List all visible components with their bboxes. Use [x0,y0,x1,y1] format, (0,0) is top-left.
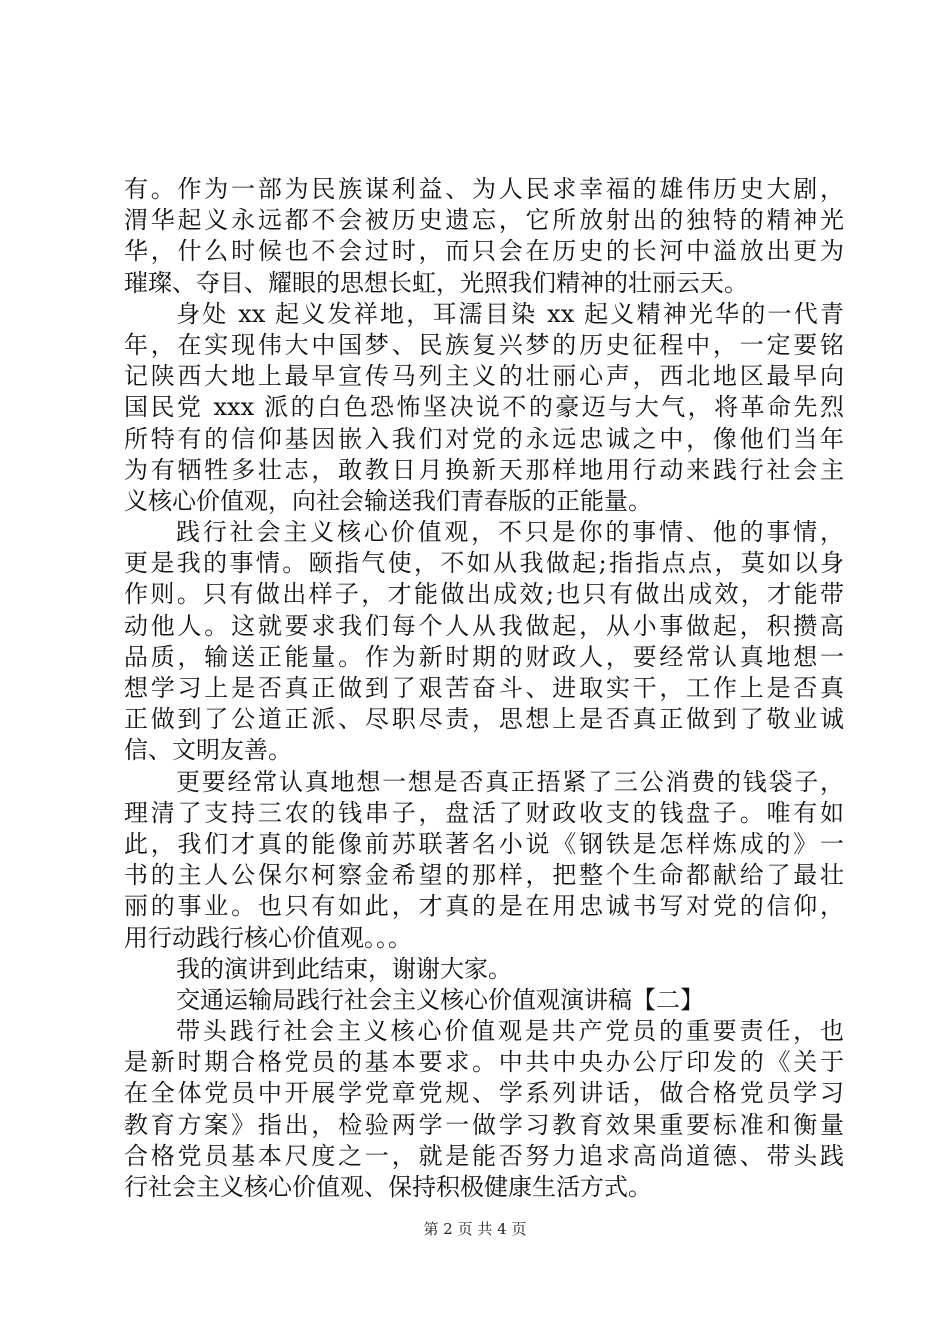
text-line: 教育方案》指出，检验两学一做学习教育效果重要标准和衡量 [124,1110,844,1139]
text-line: 丽的事业。也只有如此，才真的是在用忠诚书写对党的信仰， [124,892,844,921]
text-line: 品质，输送正能量。作为新时期的财政人，要经常认真地想一 [124,642,844,671]
document-body [124,174,844,1203]
text-line: 我的演讲到此结束，谢谢大家。 [176,954,512,983]
paragraph [124,767,844,954]
text-line: 在全体党员中开展学党章党规、学系列讲话，做合格党员学习 [124,1079,844,1108]
text-line: 动他人。这就要求我们每个人从我做起，从小事做起，积攒高 [124,611,844,640]
text-line: 更要经常认真地想一想是否真正捂紧了三公消费的钱袋子， [176,767,844,796]
text-line: 是新时期合格党员的基本要求。中共中央办公厅印发的《关于 [124,1048,844,1077]
text-line: 身处 xx 起义发祥地，耳濡目染 xx 起义精神光华的一代青 [176,299,844,328]
text-line: 所特有的信仰基因嵌入我们对党的永远忠诚之中，像他们当年 [124,424,844,453]
text-line: 华，什么时候也不会过时，而只会在历史的长河中溢放出更为 [124,237,844,266]
text-line: 为有牺牲多壮志，敢教日月换新天那样地用行动来践行社会主 [124,455,844,484]
text-line: 用行动践行核心价值观。。。 [124,923,412,952]
text-line: 义核心价值观，向社会输送我们青春版的正能量。 [124,486,652,515]
text-line: 书的主人公保尔柯察金希望的那样，把整个生命都献给了最壮 [124,861,844,890]
text-line: 正做到了公道正派、尽职尽责，思想上是否真正做到了敬业诚 [124,705,844,734]
text-line: 年，在实现伟大中国梦、民族复兴梦的历史征程中，一定要铭 [124,330,844,359]
text-line: 国民党 xxx 派的白色恐怖坚决说不的豪迈与大气，将革命先烈 [124,393,844,422]
text-line: 更是我的事情。颐指气使，不如从我做起;指指点点，莫如以身 [124,549,844,578]
text-line: 理清了支持三农的钱串子，盘活了财政收支的钱盘子。唯有如 [124,798,844,827]
text-line: 记陕西大地上最早宣传马列主义的壮丽心声，西北地区最早向 [124,362,844,391]
text-line: 合格党员基本尺度之一，就是能否努力追求高尚道德、带头践 [124,1141,844,1170]
text-line: 想学习上是否真正做到了艰苦奋斗、进取实干，工作上是否真 [124,674,844,702]
text-line: 璀璨、夺目、耀眼的思想长虹，光照我们精神的壮丽云天。 [124,268,748,297]
text-line: 作则。只有做出样子，才能做出成效;也只有做出成效，才能带 [124,580,844,609]
text-line: 此，我们才真的能像前苏联著名小说《钢铁是怎样炼成的》一 [124,829,844,858]
paragraph [124,954,844,985]
text-line: 有。作为一部为民族谋利益、为人民求幸福的雄伟历史大剧， [124,175,844,203]
text-line: 践行社会主义核心价值观，不只是你的事情、他的事情， [176,518,844,547]
page-number-footer: 第 2 页 共 4 页 [423,1220,527,1238]
paragraph [124,1016,844,1203]
paragraph [124,174,844,299]
text-line: 行社会主义核心价值观、保持积极健康生活方式。 [124,1173,652,1201]
paragraph [124,517,844,767]
section-heading [124,985,844,1016]
text-line: 渭华起义永远都不会被历史遗忘，它所放射出的独特的精神光 [124,206,844,235]
text-line: 交通运输局践行社会主义核心价值观演讲稿【二】 [176,985,704,1014]
text-line: 信、文明友善。 [124,736,292,765]
text-line: 带头践行社会主义核心价值观是共产党员的重要责任，也 [176,1017,844,1046]
paragraph [124,299,844,517]
